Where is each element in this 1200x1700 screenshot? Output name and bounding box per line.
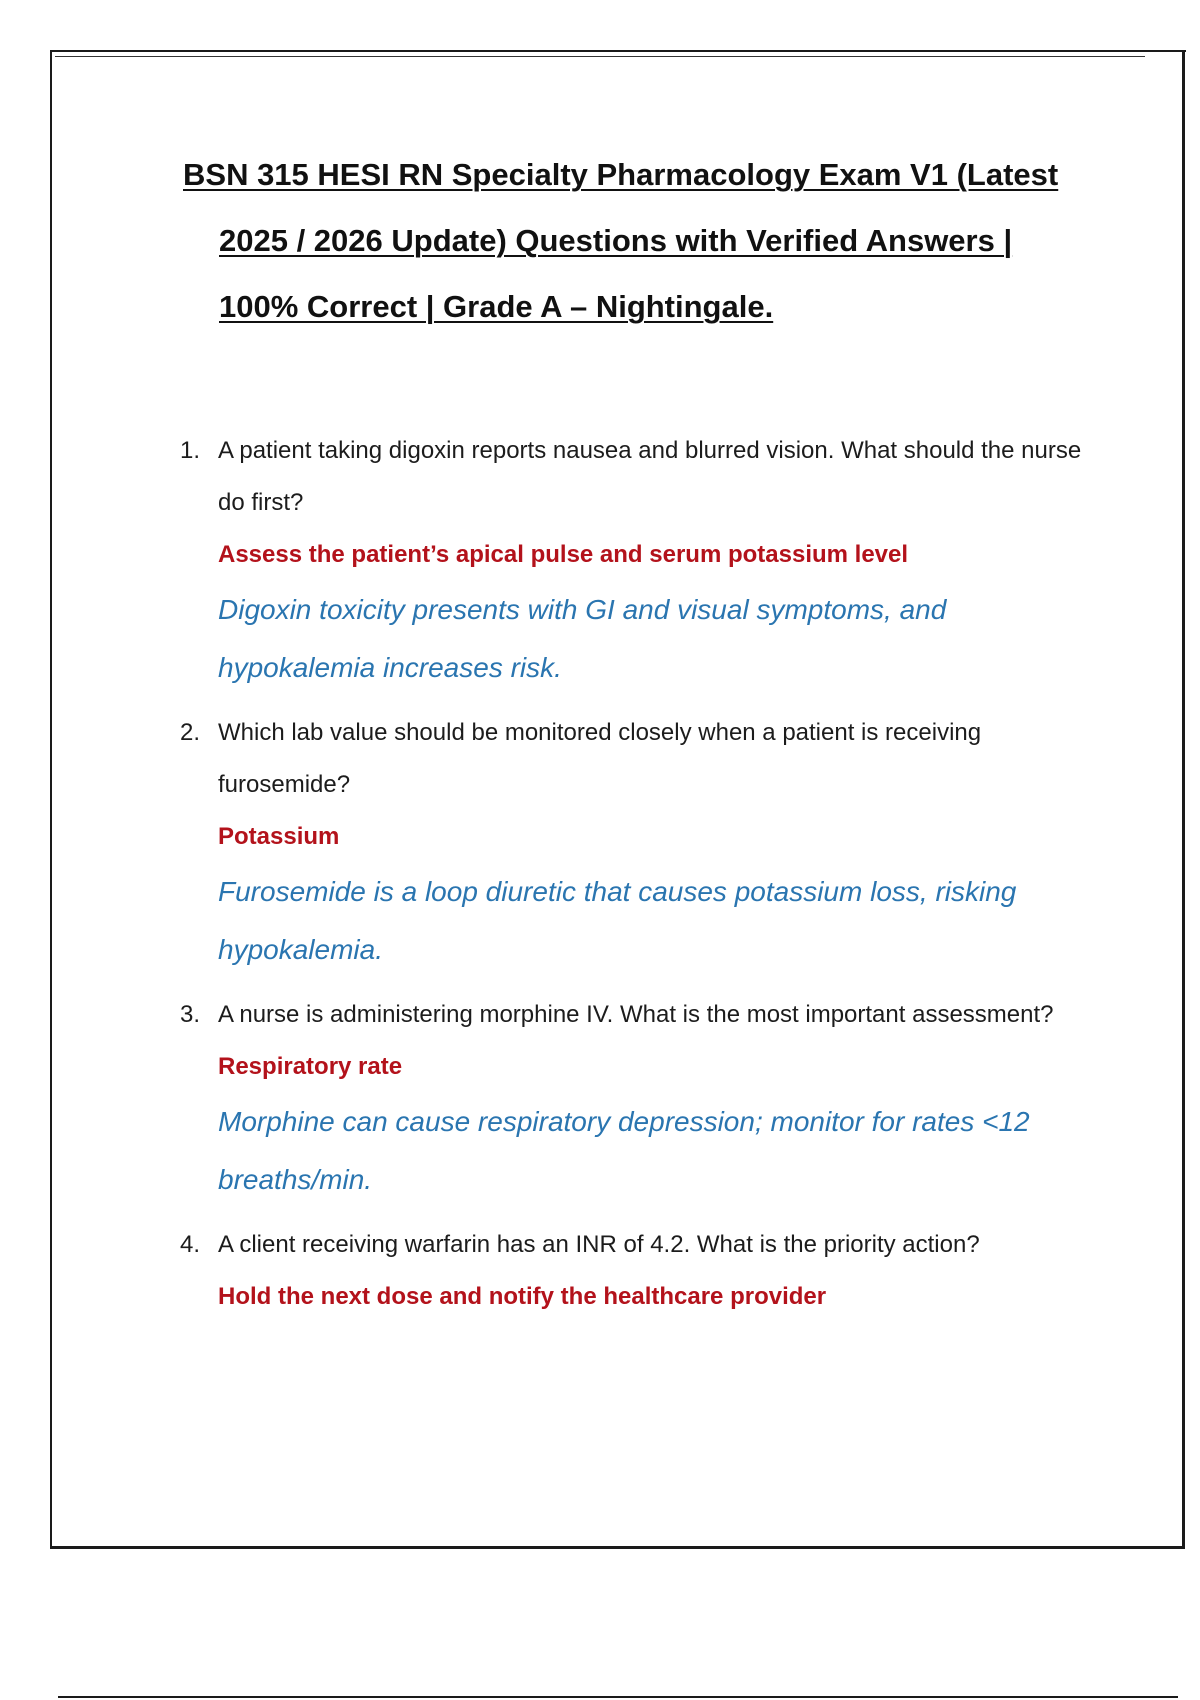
title-line-2: 2025 / 2026 Update) Questions with Verified Answers | <box>219 223 1013 258</box>
question-text: A client receiving warfarin has an INR of 4.2. What is the priority action? <box>218 1231 980 1258</box>
question-item-1 <box>180 425 1100 697</box>
document-title <box>183 142 1083 340</box>
question-text: A patient taking digoxin reports nausea and blurred vision. What should the nurse do first? <box>218 437 1082 516</box>
question-item-2 <box>180 707 1100 979</box>
answer-text: Potassium <box>218 823 340 850</box>
answer-text: Respiratory rate <box>218 1053 403 1080</box>
rationale-text: Morphine can cause respiratory depression; monitor for rates <12 breaths/min. <box>218 1106 1030 1195</box>
title-line-3: 100% Correct | Grade A – Nightingale. <box>219 289 774 324</box>
rationale-text: Digoxin toxicity presents with GI and visual symptoms, and hypokalemia increases risk. <box>218 594 947 683</box>
answer-text: Assess the patient’s apical pulse and serum potassium level <box>218 541 909 568</box>
question-item-4 <box>180 1219 1100 1323</box>
question-list <box>180 425 1100 1339</box>
question-number: 1. <box>180 437 201 464</box>
question-text: Which lab value should be monitored closely when a patient is receiving furosemide? <box>218 719 982 798</box>
question-number: 3. <box>180 1001 201 1028</box>
next-page-top-rule <box>58 1696 1178 1698</box>
answer-text: Hold the next dose and notify the healthcare provider <box>218 1283 827 1310</box>
rationale-text: Furosemide is a loop diuretic that causes potassium loss, risking hypokalemia. <box>218 876 1017 965</box>
question-number: 4. <box>180 1231 201 1258</box>
question-item-3 <box>180 989 1100 1209</box>
question-number: 2. <box>180 719 201 746</box>
question-text: A nurse is administering morphine IV. What is the most important assessment? <box>218 1001 1054 1028</box>
title-line-1: BSN 315 HESI RN Specialty Pharmacology Exam V1 (Latest <box>183 157 1059 192</box>
